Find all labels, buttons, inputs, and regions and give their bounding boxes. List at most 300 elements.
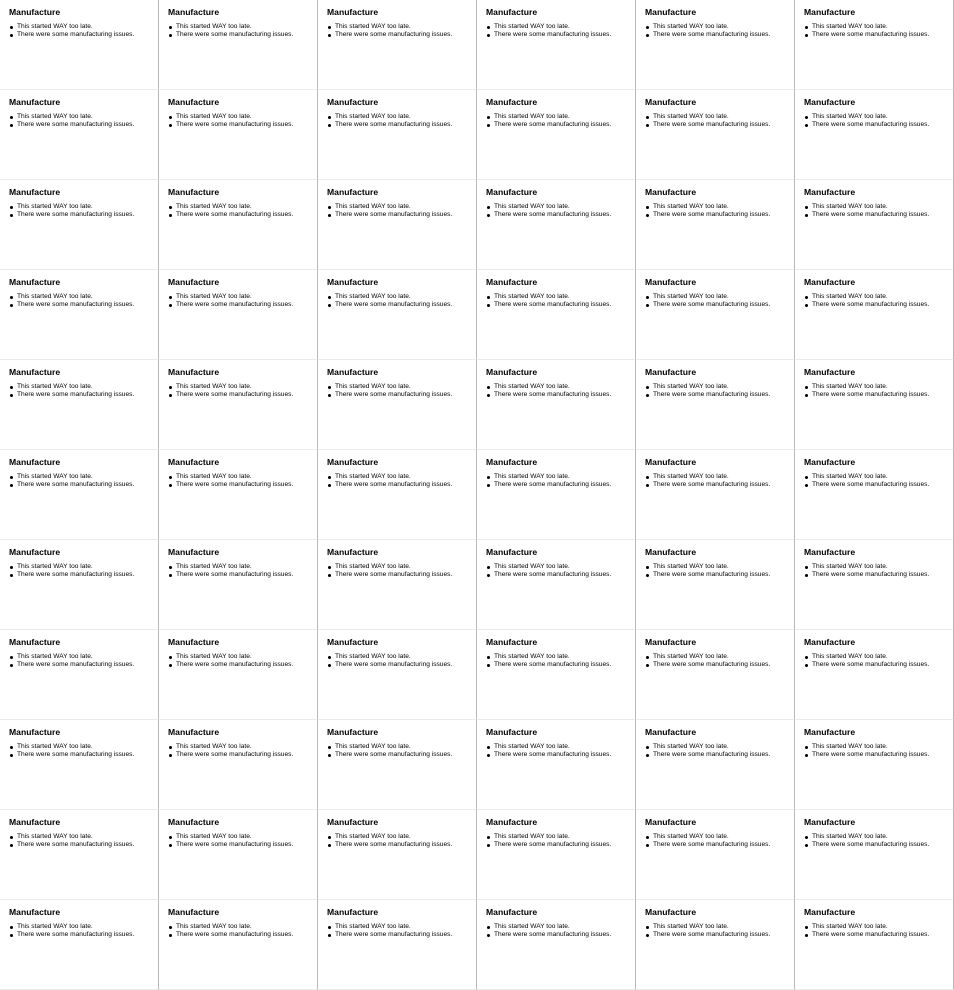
bullet-item (327, 23, 476, 31)
bullet-text: This started WAY too late. (494, 833, 570, 840)
bullet-dot-icon (328, 304, 331, 307)
bullet-item (327, 571, 476, 579)
slide-card[interactable] (477, 810, 636, 900)
bullet-text: There were some manufacturing issues. (812, 121, 930, 128)
bullet-list (9, 383, 158, 399)
bullet-item (327, 473, 476, 481)
bullet-dot-icon (10, 484, 13, 487)
slide-card[interactable] (159, 270, 318, 360)
bullet-item (327, 391, 476, 399)
bullet-item (486, 113, 635, 121)
bullet-text: This started WAY too late. (812, 113, 888, 120)
bullet-text: This started WAY too late. (17, 833, 93, 840)
bullet-text: There were some manufacturing issues. (335, 661, 453, 668)
bullet-text: There were some manufacturing issues. (17, 481, 135, 488)
bullet-text: This started WAY too late. (812, 203, 888, 210)
slide-title: Manufacture (486, 637, 538, 647)
slide-card[interactable] (159, 900, 318, 990)
slide-title: Manufacture (804, 547, 856, 557)
slide-card[interactable] (636, 450, 795, 540)
slide-card[interactable] (636, 0, 795, 90)
bullet-item (804, 23, 953, 31)
slide-card[interactable] (159, 0, 318, 90)
bullet-item (327, 113, 476, 121)
bullet-item (327, 751, 476, 759)
slide-title: Manufacture (486, 7, 538, 17)
bullet-text: There were some manufacturing issues. (176, 481, 294, 488)
bullet-text: This started WAY too late. (653, 293, 729, 300)
slide-card[interactable] (0, 270, 159, 360)
slide-card[interactable] (636, 900, 795, 990)
slide-card[interactable] (477, 90, 636, 180)
bullet-item (645, 121, 794, 129)
slide-card[interactable] (0, 900, 159, 990)
bullet-dot-icon (646, 116, 649, 119)
bullet-item (327, 203, 476, 211)
slide-card[interactable] (795, 810, 954, 900)
bullet-dot-icon (169, 746, 172, 749)
bullet-item (645, 481, 794, 489)
slide-title: Manufacture (327, 457, 379, 467)
bullet-list (327, 923, 476, 939)
slide-card[interactable] (636, 810, 795, 900)
slide-card[interactable] (318, 0, 477, 90)
bullet-text: This started WAY too late. (335, 833, 411, 840)
slide-title: Manufacture (804, 907, 856, 917)
slide-card[interactable] (0, 720, 159, 810)
bullet-text: There were some manufacturing issues. (653, 121, 771, 128)
bullet-list (9, 923, 158, 939)
bullet-dot-icon (328, 116, 331, 119)
bullet-dot-icon (487, 746, 490, 749)
bullet-dot-icon (487, 656, 490, 659)
bullet-dot-icon (487, 926, 490, 929)
slide-title: Manufacture (168, 907, 220, 917)
bullet-dot-icon (646, 206, 649, 209)
bullet-text: There were some manufacturing issues. (17, 661, 135, 668)
slide-card[interactable] (477, 0, 636, 90)
bullet-item (804, 383, 953, 391)
slide-card[interactable] (477, 720, 636, 810)
slide-card[interactable] (795, 90, 954, 180)
bullet-dot-icon (10, 116, 13, 119)
bullet-dot-icon (328, 34, 331, 37)
bullet-dot-icon (646, 926, 649, 929)
slide-card[interactable] (636, 540, 795, 630)
bullet-dot-icon (487, 484, 490, 487)
bullet-list (645, 23, 794, 39)
bullet-text: This started WAY too late. (494, 23, 570, 30)
bullet-item (9, 301, 158, 309)
slide-card[interactable] (318, 630, 477, 720)
slide-card[interactable] (0, 630, 159, 720)
bullet-text: There were some manufacturing issues. (812, 481, 930, 488)
bullet-text: This started WAY too late. (653, 383, 729, 390)
slide-card[interactable] (318, 540, 477, 630)
bullet-item (645, 743, 794, 751)
bullet-item (486, 751, 635, 759)
slide-title: Manufacture (645, 727, 697, 737)
bullet-item (9, 473, 158, 481)
slide-title: Manufacture (327, 277, 379, 287)
slide-card[interactable] (159, 720, 318, 810)
bullet-text: This started WAY too late. (176, 383, 252, 390)
bullet-list (486, 23, 635, 39)
slide-title: Manufacture (168, 457, 220, 467)
bullet-text: There were some manufacturing issues. (17, 31, 135, 38)
bullet-dot-icon (805, 836, 808, 839)
bullet-item (645, 473, 794, 481)
slide-card[interactable] (0, 90, 159, 180)
bullet-item (804, 211, 953, 219)
bullet-dot-icon (169, 296, 172, 299)
bullet-text: There were some manufacturing issues. (335, 481, 453, 488)
slide-card[interactable] (318, 270, 477, 360)
bullet-text: This started WAY too late. (17, 203, 93, 210)
bullet-text: There were some manufacturing issues. (653, 301, 771, 308)
slide-title: Manufacture (327, 817, 379, 827)
bullet-item (486, 563, 635, 571)
slide-title: Manufacture (9, 457, 61, 467)
slide-title: Manufacture (168, 187, 220, 197)
slide-title: Manufacture (486, 277, 538, 287)
bullet-item (645, 391, 794, 399)
bullet-dot-icon (805, 566, 808, 569)
slide-title: Manufacture (9, 367, 61, 377)
slide-card[interactable] (477, 270, 636, 360)
bullet-text: This started WAY too late. (17, 473, 93, 480)
bullet-item (645, 563, 794, 571)
bullet-dot-icon (169, 844, 172, 847)
bullet-dot-icon (10, 754, 13, 757)
bullet-item (327, 121, 476, 129)
bullet-dot-icon (805, 386, 808, 389)
slide-card[interactable] (477, 630, 636, 720)
slide-card[interactable] (159, 540, 318, 630)
slide-title: Manufacture (168, 637, 220, 647)
bullet-text: There were some manufacturing issues. (335, 841, 453, 848)
bullet-item (645, 751, 794, 759)
bullet-text: There were some manufacturing issues. (17, 391, 135, 398)
slide-card[interactable] (0, 450, 159, 540)
bullet-text: There were some manufacturing issues. (494, 211, 612, 218)
bullet-text: This started WAY too late. (812, 653, 888, 660)
slide-title: Manufacture (645, 7, 697, 17)
bullet-dot-icon (805, 754, 808, 757)
bullet-list (168, 383, 317, 399)
bullet-item (327, 931, 476, 939)
bullet-text: This started WAY too late. (812, 743, 888, 750)
slide-card[interactable] (795, 270, 954, 360)
bullet-dot-icon (10, 934, 13, 937)
bullet-item (168, 23, 317, 31)
slide-title: Manufacture (486, 97, 538, 107)
slide-card[interactable] (159, 360, 318, 450)
bullet-dot-icon (10, 566, 13, 569)
bullet-item (645, 923, 794, 931)
slide-card[interactable] (159, 630, 318, 720)
bullet-text: There were some manufacturing issues. (176, 661, 294, 668)
bullet-text: There were some manufacturing issues. (812, 931, 930, 938)
bullet-item (645, 23, 794, 31)
bullet-item (168, 571, 317, 579)
slide-card[interactable] (636, 630, 795, 720)
bullet-item (486, 31, 635, 39)
bullet-item (486, 121, 635, 129)
slide-card[interactable] (477, 900, 636, 990)
bullet-text: This started WAY too late. (812, 23, 888, 30)
slide-title: Manufacture (9, 97, 61, 107)
slide-card[interactable] (318, 90, 477, 180)
bullet-item (327, 31, 476, 39)
bullet-text: There were some manufacturing issues. (494, 841, 612, 848)
slide-title: Manufacture (486, 457, 538, 467)
bullet-dot-icon (805, 574, 808, 577)
bullet-text: There were some manufacturing issues. (494, 121, 612, 128)
slide-card[interactable] (0, 0, 159, 90)
slide-card[interactable] (636, 360, 795, 450)
bullet-text: There were some manufacturing issues. (812, 301, 930, 308)
bullet-dot-icon (328, 386, 331, 389)
bullet-list (645, 203, 794, 219)
bullet-dot-icon (805, 394, 808, 397)
bullet-item (486, 653, 635, 661)
slide-card[interactable] (318, 450, 477, 540)
bullet-list (486, 113, 635, 129)
bullet-item (168, 473, 317, 481)
bullet-dot-icon (487, 386, 490, 389)
bullet-dot-icon (646, 566, 649, 569)
slide-title: Manufacture (804, 727, 856, 737)
slide-card[interactable] (795, 540, 954, 630)
bullet-item (645, 31, 794, 39)
bullet-dot-icon (10, 836, 13, 839)
bullet-item (9, 743, 158, 751)
bullet-dot-icon (805, 656, 808, 659)
slide-card[interactable] (795, 360, 954, 450)
bullet-item (9, 571, 158, 579)
slide-card[interactable] (795, 0, 954, 90)
slide-card[interactable] (159, 810, 318, 900)
bullet-text: There were some manufacturing issues. (335, 31, 453, 38)
slide-title: Manufacture (327, 97, 379, 107)
bullet-text: There were some manufacturing issues. (494, 301, 612, 308)
bullet-text: There were some manufacturing issues. (335, 301, 453, 308)
bullet-text: There were some manufacturing issues. (176, 31, 294, 38)
bullet-text: This started WAY too late. (176, 833, 252, 840)
bullet-dot-icon (10, 214, 13, 217)
bullet-list (168, 293, 317, 309)
bullet-list (804, 293, 953, 309)
bullet-item (168, 563, 317, 571)
bullet-dot-icon (328, 26, 331, 29)
slide-card[interactable] (636, 720, 795, 810)
bullet-dot-icon (646, 124, 649, 127)
bullet-dot-icon (169, 934, 172, 937)
slide-card[interactable] (159, 450, 318, 540)
slide-card[interactable] (0, 360, 159, 450)
bullet-item (486, 923, 635, 931)
slide-card[interactable] (318, 810, 477, 900)
bullet-text: This started WAY too late. (176, 923, 252, 930)
bullet-text: This started WAY too late. (653, 203, 729, 210)
bullet-dot-icon (487, 664, 490, 667)
bullet-text: This started WAY too late. (335, 473, 411, 480)
bullet-dot-icon (646, 836, 649, 839)
slide-card[interactable] (795, 900, 954, 990)
slide-card[interactable] (795, 720, 954, 810)
bullet-item (168, 121, 317, 129)
slide-card[interactable] (477, 360, 636, 450)
bullet-text: This started WAY too late. (812, 833, 888, 840)
bullet-item (486, 473, 635, 481)
slide-card[interactable] (795, 630, 954, 720)
bullet-text: This started WAY too late. (812, 293, 888, 300)
bullet-item (804, 391, 953, 399)
bullet-item (9, 211, 158, 219)
slide-card[interactable] (318, 900, 477, 990)
bullet-dot-icon (328, 926, 331, 929)
slide-title: Manufacture (645, 457, 697, 467)
bullet-list (9, 653, 158, 669)
slide-title: Manufacture (9, 277, 61, 287)
bullet-dot-icon (805, 476, 808, 479)
slide-card[interactable] (636, 180, 795, 270)
slide-card[interactable] (159, 90, 318, 180)
bullet-text: This started WAY too late. (176, 23, 252, 30)
bullet-dot-icon (328, 206, 331, 209)
bullet-text: This started WAY too late. (17, 383, 93, 390)
slide-card[interactable] (0, 810, 159, 900)
slide-title: Manufacture (645, 817, 697, 827)
bullet-item (645, 833, 794, 841)
bullet-list (9, 563, 158, 579)
bullet-text: There were some manufacturing issues. (17, 211, 135, 218)
bullet-dot-icon (10, 664, 13, 667)
slide-card[interactable] (318, 360, 477, 450)
slide-title: Manufacture (327, 727, 379, 737)
bullet-list (486, 563, 635, 579)
bullet-list (645, 743, 794, 759)
bullet-text: There were some manufacturing issues. (176, 391, 294, 398)
bullet-text: This started WAY too late. (17, 563, 93, 570)
slide-title: Manufacture (486, 367, 538, 377)
bullet-list (804, 563, 953, 579)
bullet-list (804, 653, 953, 669)
bullet-list (804, 203, 953, 219)
bullet-list (327, 293, 476, 309)
bullet-list (168, 833, 317, 849)
bullet-item (168, 203, 317, 211)
slide-card[interactable] (318, 180, 477, 270)
bullet-dot-icon (169, 394, 172, 397)
bullet-dot-icon (646, 844, 649, 847)
bullet-item (645, 383, 794, 391)
bullet-dot-icon (487, 34, 490, 37)
bullet-item (327, 661, 476, 669)
bullet-dot-icon (646, 746, 649, 749)
bullet-text: There were some manufacturing issues. (812, 391, 930, 398)
bullet-dot-icon (328, 394, 331, 397)
bullet-dot-icon (169, 214, 172, 217)
bullet-list (168, 23, 317, 39)
bullet-dot-icon (487, 394, 490, 397)
slide-card[interactable] (477, 450, 636, 540)
bullet-list (327, 473, 476, 489)
slide-title: Manufacture (168, 277, 220, 287)
bullet-dot-icon (328, 836, 331, 839)
bullet-text: There were some manufacturing issues. (494, 481, 612, 488)
slide-card[interactable] (636, 90, 795, 180)
bullet-dot-icon (328, 476, 331, 479)
slide-title: Manufacture (9, 907, 61, 917)
bullet-dot-icon (646, 484, 649, 487)
slide-card[interactable] (477, 180, 636, 270)
slide-card[interactable] (795, 450, 954, 540)
bullet-text: This started WAY too late. (653, 743, 729, 750)
slide-title: Manufacture (168, 817, 220, 827)
slide-card[interactable] (0, 540, 159, 630)
slide-title: Manufacture (645, 547, 697, 557)
bullet-dot-icon (487, 206, 490, 209)
bullet-list (327, 563, 476, 579)
bullet-item (486, 661, 635, 669)
slide-title: Manufacture (804, 7, 856, 17)
bullet-item (804, 121, 953, 129)
bullet-item (9, 751, 158, 759)
bullet-text: There were some manufacturing issues. (176, 121, 294, 128)
bullet-text: There were some manufacturing issues. (335, 121, 453, 128)
bullet-item (9, 923, 158, 931)
bullet-dot-icon (805, 26, 808, 29)
bullet-item (804, 743, 953, 751)
bullet-dot-icon (487, 836, 490, 839)
slide-title: Manufacture (804, 277, 856, 287)
bullet-dot-icon (328, 844, 331, 847)
bullet-dot-icon (328, 746, 331, 749)
bullet-item (327, 923, 476, 931)
slide-card[interactable] (0, 180, 159, 270)
slide-card[interactable] (636, 270, 795, 360)
bullet-dot-icon (328, 124, 331, 127)
slide-card[interactable] (159, 180, 318, 270)
bullet-item (486, 211, 635, 219)
bullet-item (327, 653, 476, 661)
slide-card[interactable] (795, 180, 954, 270)
bullet-dot-icon (169, 386, 172, 389)
bullet-list (168, 563, 317, 579)
slide-title: Manufacture (9, 637, 61, 647)
bullet-dot-icon (169, 484, 172, 487)
bullet-dot-icon (10, 26, 13, 29)
slide-title: Manufacture (486, 187, 538, 197)
bullet-text: There were some manufacturing issues. (653, 481, 771, 488)
bullet-list (486, 473, 635, 489)
bullet-dot-icon (646, 214, 649, 217)
bullet-text: This started WAY too late. (176, 293, 252, 300)
slide-card[interactable] (477, 540, 636, 630)
bullet-text: This started WAY too late. (335, 113, 411, 120)
slide-title: Manufacture (327, 547, 379, 557)
bullet-dot-icon (328, 574, 331, 577)
slide-card[interactable] (318, 720, 477, 810)
bullet-text: This started WAY too late. (176, 113, 252, 120)
bullet-text: There were some manufacturing issues. (176, 931, 294, 938)
bullet-item (168, 301, 317, 309)
bullet-text: This started WAY too late. (494, 383, 570, 390)
bullet-dot-icon (169, 926, 172, 929)
bullet-dot-icon (169, 116, 172, 119)
